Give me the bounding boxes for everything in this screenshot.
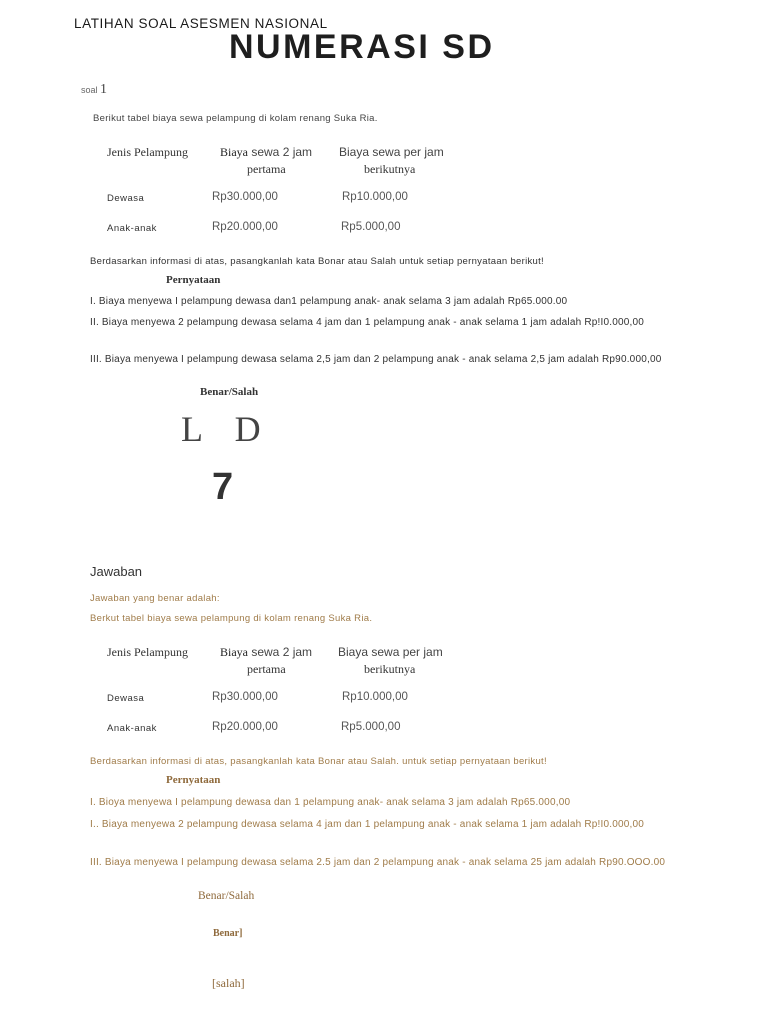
question-intro: Berikut tabel biaya sewa pelampung di kolam renang Suka Ria. [93,113,378,124]
table-header-first [220,145,312,160]
answer-benar-salah-heading: Benar/Salah [198,890,255,902]
statements-heading: Pernyataan [166,274,221,286]
answer-statements-heading: Pernyataan [166,774,221,786]
table-cell-next: Rp10.000,00 [342,691,408,703]
decorative-seven: 7 [212,466,234,508]
answer-benar: Benar] [213,928,243,939]
table-cell-first: Rp20.000,00 [212,721,278,733]
table-cell-first: Rp20.000,00 [212,221,278,233]
question-label-text: soal [81,85,98,95]
answer-statement-2: I.. Biaya menyewa 2 pelampung dewasa selama 4 jam dan 1 pelampung anak - anak selama 1 jam adalah Rp!I0.000,00 [90,819,644,830]
table-cell-next: Rp10.000,00 [342,191,408,203]
answer-intro: Jawaban yang benar adalah: [90,593,220,604]
benar-salah-heading: Benar/Salah [200,386,259,398]
statement-3: III. Biaya menyewa I pelampung dewasa selama 2,5 jam dan 2 pelampung anak - anak selama 2,5 jam adalah Rp90.000,00 [90,354,662,365]
table-header-type: Jenis Pelampung [107,645,188,659]
answer-salah: [salah] [212,976,245,990]
table-header-first-bold: Biaya [220,645,248,659]
table-cell-first: Rp30.000,00 [212,691,278,703]
question-instruction: Berdasarkan informasi di atas, pasangkanlah kata Bonar atau Salah untuk setiap pernyataan berikut! [90,256,544,267]
table-header-first-line2: pertama [247,162,286,176]
table-header-type: Jenis Pelampung [107,145,188,159]
table-header-next: Biaya sewa per jam [339,145,444,159]
table-cell-type: Dewasa [107,693,145,704]
table-cell-type: Anak-anak [107,723,157,734]
table-header-next-line2: berikutnya [364,662,416,676]
table-header-next: Biaya sewa per jam [338,645,443,659]
answer-intro-2: Berkut tabel biaya sewa pelampung di kolam renang Suka Ria. [90,613,373,624]
decorative-ld-letters: L D [181,409,273,449]
question-label [81,82,107,98]
table-cell-first: Rp30.000,00 [212,191,278,203]
table-cell-type: Anak-anak [107,223,157,234]
table-header-first-rest: sewa 2 jam [251,145,313,159]
table-header-first-rest: sewa 2 jam [251,645,313,659]
table-header-first-bold: Biaya [220,145,248,159]
table-cell-next: Rp5.000,00 [341,221,401,233]
statement-1: I. Biaya menyewa I pelampung dewasa dan1 pelampung anak- anak selama 3 jam adalah Rp65.000.00 [90,296,568,307]
document-title: NUMERASI SD [229,28,495,66]
answer-statement-3: III. Biaya menyewa I pelampung dewasa selama 2.5 jam dan 2 pelampung anak - anak selama 25 jam adalah Rp90.OOO.00 [90,857,666,868]
table-header-first [220,645,312,660]
statement-2: II. Biaya menyewa 2 pelampung dewasa selama 4 jam dan 1 pelampung anak - anak selama 1 jam adalah Rp!I0.000,00 [90,317,644,328]
answer-instruction: Berdasarkan informasi di atas, pasangkanlah kata Bonar atau Salah. untuk setiap pernyataan berikut! [90,756,547,767]
table-header-next-line2: berikutnya [364,162,416,176]
table-cell-next: Rp5.000,00 [341,721,401,733]
answer-heading: Jawaban [90,564,143,579]
document-subtitle: LATIHAN SOAL ASESMEN NASIONAL [74,16,328,31]
table-header-first-line2: pertama [247,662,286,676]
table-cell-type: Dewasa [107,193,145,204]
question-number: 1 [100,82,108,97]
answer-statement-1: I. Bioya menyewa I pelampung dewasa dan 1 pelampung anak- anak selama 3 jam adalah Rp65.000,00 [90,797,571,808]
